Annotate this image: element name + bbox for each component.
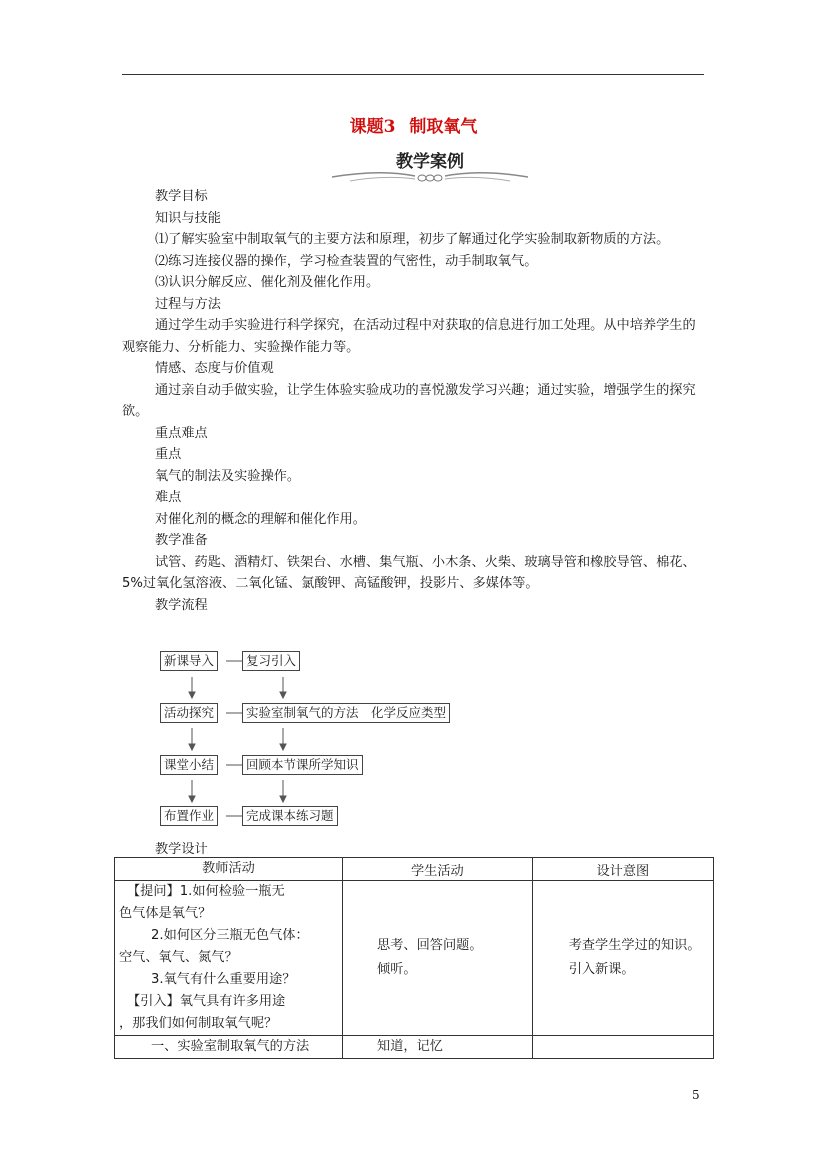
student-activity-cell: 知道，记忆 (343, 1036, 533, 1059)
table-row (115, 881, 714, 1036)
student-activity-cell (343, 881, 533, 1036)
table-header-row (115, 858, 714, 881)
preparation-text: 试管、药匙、酒精灯、铁架台、水槽、集气瓶、小木条、火柴、玻璃导管和橡胶导管、棉花、5%过氧化氢溶液、二氧化锰、氯酸钾、高锰酸钾，投影片、多媒体等。 (122, 554, 696, 591)
objective-1: ⑴了解实验室中制取氧气的主要方法和原理，初步了解通过化学实验制取新物质的方法。 (155, 232, 670, 247)
teacher-line: ，那我们如何制取氧气呢？ (119, 1016, 278, 1031)
flow-connectors (160, 650, 490, 830)
teacher-line: 2.如何区分三瓶无色气体： (151, 928, 309, 943)
intent-cell (532, 1036, 713, 1059)
objective-3: ⑶认识分解反应、催化剂及催化作用。 (155, 275, 380, 290)
teacher-line: 【提问】1.如何检验一瓶无 (127, 884, 285, 899)
teacher-line: 3.氧气有什么重要用途？ (151, 972, 296, 987)
teacher-line: 【引入】氧气具有许多用途 (127, 994, 286, 1009)
heading-flow: 教学流程 (155, 597, 208, 613)
heading-objectives: 教学目标 (155, 189, 208, 204)
ornament-flourish (330, 167, 530, 187)
flow-step-methods: 实验室制氧气的方法 化学反应类型 (242, 703, 450, 723)
teacher-activity-cell (115, 881, 343, 1036)
student-line: 思考、回答问题。 (377, 938, 483, 953)
subheading-process: 过程与方法 (155, 296, 221, 312)
header-rule (122, 74, 704, 75)
header-intent: 设计意图 (532, 858, 713, 881)
teacher-activity-cell: 一、实验室制取氧气的方法 (115, 1036, 343, 1059)
page-number: 5 (692, 1088, 700, 1102)
difficulty-text: 对催化剂的概念的理解和催化作用。 (155, 511, 366, 527)
focus-text: 氧气的制法及实验操作。 (155, 468, 301, 484)
subheading-focus: 重点 (155, 447, 182, 462)
lesson-title: 课题3 制取氧气 (349, 117, 478, 137)
objective-2: ⑵练习连接仪器的操作，学习检查装置的气密性，动手制取氧气。 (155, 253, 538, 269)
lesson-body (122, 186, 708, 616)
teacher-line: 色气体是氧气？ (119, 906, 212, 921)
flow-step-intro: 新课导入 (160, 651, 218, 671)
subheading-difficulty: 难点 (155, 490, 182, 505)
table-row (115, 1036, 714, 1059)
flow-step-summary: 课堂小结 (160, 755, 218, 775)
subheading-knowledge: 知识与技能 (155, 210, 221, 226)
teaching-design-table (114, 857, 714, 1059)
attitude-text: 通过亲自动手做实验，让学生体验实验成功的喜悦激发学习兴趣；通过实验，增强学生的探究欲。 (122, 382, 696, 419)
flow-step-explore: 活动探究 (160, 703, 218, 723)
intent-line: 引入新课。 (568, 962, 635, 977)
header-teacher: 教师活动 (115, 858, 343, 881)
subheading-attitude: 情感、态度与价值观 (155, 361, 274, 376)
heading-key-points: 重点难点 (155, 425, 208, 441)
student-line: 倾听。 (377, 962, 417, 977)
intent-line: 考查学生学过的知识。 (568, 938, 701, 953)
flow-step-exercises: 完成课本练习题 (242, 806, 338, 826)
design-label: 教学设计 (155, 842, 208, 857)
section-banner (330, 145, 530, 187)
header-student: 学生活动 (343, 858, 533, 881)
flow-step-homework: 布置作业 (160, 806, 218, 826)
flow-step-recall: 回顾本节课所学知识 (242, 755, 363, 775)
banner-text: 教学案例 (396, 152, 464, 172)
process-text: 通过学生动手实验进行科学探究，在活动过程中对获取的信息进行加工处理。从中培养学生的观察能力、分析能力、实验操作能力等。 (122, 318, 696, 355)
intent-cell (532, 881, 713, 1036)
teacher-line: 空气、氧气、氮气？ (119, 950, 238, 965)
heading-preparation: 教学准备 (155, 533, 208, 548)
flow-step-review: 复习引入 (242, 651, 300, 671)
teaching-flow-diagram (160, 650, 490, 830)
